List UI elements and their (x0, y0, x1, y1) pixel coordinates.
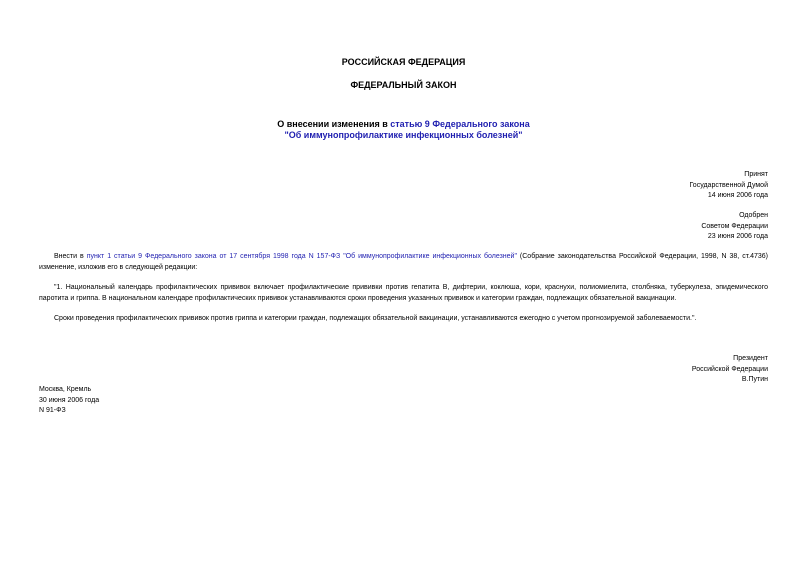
amended-clause-link[interactable]: пункт 1 статьи 9 Федерального закона от 17 сентября 1998 года N 157-ФЗ "Об иммунопрофилактике инфекционных болезней" (86, 253, 517, 260)
approved-label: Одобрен (739, 212, 768, 219)
flu-schedule-paragraph (39, 314, 768, 325)
footer-block (39, 385, 99, 417)
approved-body: Советом Федерации (701, 222, 768, 230)
law-type-heading: ФЕДЕРАЛЬНЫЙ ЗАКОН (350, 80, 457, 90)
adopted-block (689, 170, 768, 202)
law-title-prefix: О внесении изменения в (277, 119, 391, 129)
new-clause-paragraph (39, 283, 768, 304)
footer-place: Москва, Кремль (39, 386, 92, 393)
country-heading: РОССИЙСКАЯ ФЕДЕРАЦИЯ (341, 57, 466, 67)
approved-date: 23 июня 2006 года (707, 233, 768, 240)
signature-block (692, 354, 768, 386)
adopted-label: Принят (744, 171, 768, 178)
law-title-link-line2[interactable]: "Об иммунопрофилактике инфекционных болезней" (284, 130, 523, 140)
adopted-body: Государственной Думой (689, 181, 768, 189)
new-clause-text: "1. Национальный календарь профилактических прививок включает профилактические прививки против гепатита B, дифтерии, коклюша, кори, краснухи, полиомиелита, столбняка, туберкулеза, эпидемического паротита и гриппа. В национальном календаре профилактических прививок устанавливаются сроки проведения указанных прививок и категории граждан, подлежащих обязательной вакцинации. (39, 284, 768, 302)
law-title-link-line1[interactable]: статью 9 Федерального закона (390, 119, 530, 129)
adopted-date: 14 июня 2006 года (707, 192, 768, 199)
footer-date: 30 июня 2006 года (39, 396, 100, 404)
approved-block (701, 211, 768, 243)
flu-schedule-text: Сроки проведения профилактических прививок против гриппа и категории граждан, подлежащих обязательной вакцинации, устанавливаются ежегодно с учетом прогнозируемой заболеваемости.". (54, 315, 697, 322)
amendment-suffix: (Собрание законодательства Российской Федерации, 1998, N 38, ст.4736) изменение, изложив его в следующей редакции: (39, 253, 769, 271)
law-title (0, 119, 807, 141)
amendment-paragraph (39, 252, 768, 273)
signature-title2: Российской Федерации (691, 365, 768, 373)
signature-name: В.Путин (741, 376, 768, 383)
amendment-prefix: Внести в (54, 253, 87, 260)
footer-number: N 91-ФЗ (39, 407, 66, 414)
signature-title1: Президент (733, 355, 768, 362)
